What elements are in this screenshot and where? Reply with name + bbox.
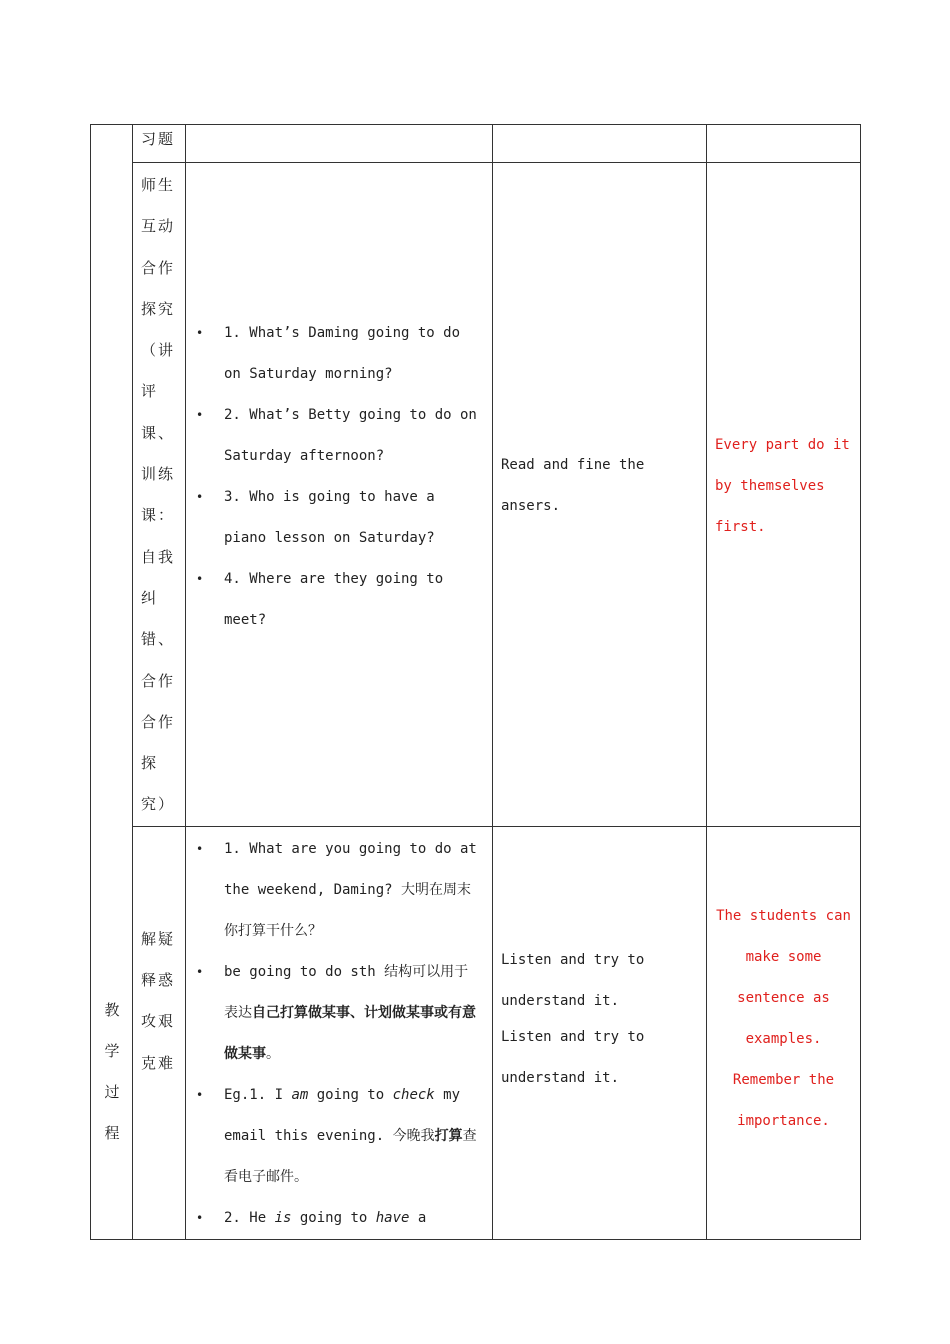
lesson-plan-table	[90, 124, 861, 1240]
list-item: • be going to do sth 结构可以用于表达自己打算做某事、计划做某事或有意做某事。	[224, 952, 482, 1075]
note-cell	[707, 826, 861, 1239]
note-cell	[707, 125, 861, 163]
content-cell	[186, 163, 493, 827]
list-item: • 2. What’s Betty going to do on Saturday afternoon?	[224, 395, 482, 477]
note-cell	[707, 163, 861, 827]
activity-text: Read and fine the ansers.	[501, 457, 645, 514]
list-item: • 4. Where are they going to meet?	[224, 559, 482, 641]
teacher-note: The students can make some sentence as examples. Remember the importance.	[716, 907, 851, 1129]
activity-text: Listen and try to understand it.	[501, 951, 645, 1009]
section-cell	[133, 163, 186, 827]
explanation-list	[186, 829, 492, 1239]
activity-cell	[493, 125, 707, 163]
table-row	[91, 163, 861, 827]
activity-text: Listen and try to understand it.	[501, 1028, 645, 1086]
section-label: 解疑 释惑 攻艰 克难	[141, 929, 176, 1072]
content-cell	[186, 826, 493, 1239]
list-item: • 3. Who is going to have a piano lesson on Saturday?	[224, 477, 482, 559]
list-item: • 2. He is going to have a	[224, 1198, 482, 1239]
section-label: 习题	[141, 130, 176, 148]
table-row	[91, 826, 861, 1239]
section-label: 师生 互动 合作 探究 （讲 评 课、 训练 课： 自我 纠 错、 合作 合作 探 究）	[141, 176, 176, 814]
content-cell	[186, 125, 493, 163]
section-cell	[133, 826, 186, 1239]
question-list	[186, 313, 492, 641]
teacher-note: Every part do it by themselves first.	[715, 437, 850, 535]
list-item: • Eg.1. I am going to check my email this evening. 今晚我打算查看电子邮件。	[224, 1075, 482, 1198]
section-cell	[133, 125, 186, 163]
list-item: • 1. What’s Daming going to do on Saturday morning?	[224, 313, 482, 395]
list-item: • 1. What are you going to do at the weekend, Daming? 大明在周末你打算干什么？	[224, 829, 482, 952]
table-row	[91, 125, 861, 163]
stage-label: 教 学 过 程	[104, 1001, 120, 1142]
activity-cell	[493, 163, 707, 827]
activity-cell	[493, 826, 707, 1239]
